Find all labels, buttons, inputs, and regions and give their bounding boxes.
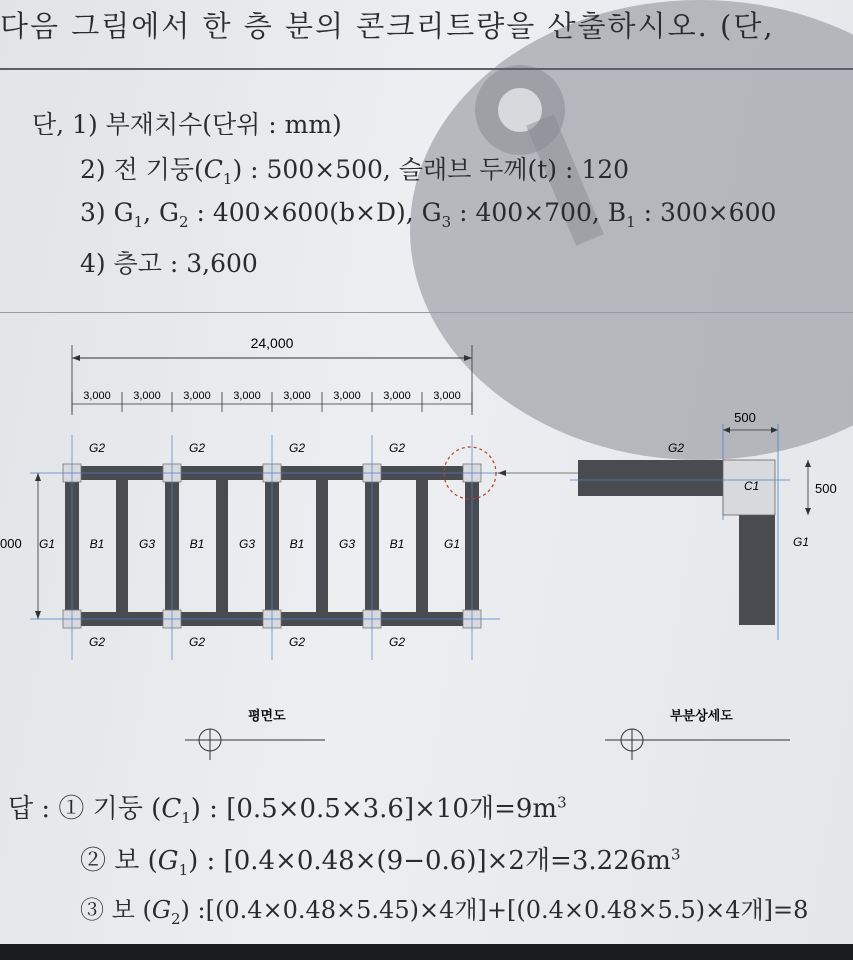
divider-mid xyxy=(0,312,853,313)
subscript: 2 xyxy=(170,910,181,928)
condition-line-2 xyxy=(80,150,629,188)
bottom-girder-label: G2 xyxy=(188,635,206,649)
screen-bottom-bar xyxy=(0,944,853,960)
bay-label: B1 xyxy=(89,537,105,551)
span-ticks xyxy=(72,392,472,412)
answer-3 xyxy=(80,890,808,928)
subscript: 1 xyxy=(178,861,189,879)
answer-text: 답 : ① 기둥 ( xyxy=(8,794,162,824)
detail-caption: 부분상세도 xyxy=(670,708,733,723)
answer-text: ② 보 ( xyxy=(80,846,158,876)
top-girder-label: G2 xyxy=(288,441,306,455)
span-dim-label: 3,000 xyxy=(83,390,111,402)
span-dim-label: 3,000 xyxy=(233,390,261,402)
condition-text: : 400×600(b×D), G xyxy=(188,198,442,227)
bay-label: G3 xyxy=(238,537,256,551)
subscript: 3 xyxy=(441,213,452,231)
subscript: 1 xyxy=(181,809,191,827)
bay-label: G3 xyxy=(138,537,156,551)
beam-vertical xyxy=(416,473,428,619)
subscript: 2 xyxy=(179,213,189,231)
height-dim-label: 000 xyxy=(0,536,22,551)
condition-line-1: 단, 1) 부재치수(단위 : mm) xyxy=(32,110,342,139)
bottom-girder-labels xyxy=(89,635,405,649)
span-dim-label: 3,000 xyxy=(383,390,411,402)
span-dim-label: 3,000 xyxy=(133,390,161,402)
plan-caption: 평면도 xyxy=(248,708,286,723)
answer-2 xyxy=(80,840,680,879)
superscript: 3 xyxy=(670,845,681,864)
subscript: 1 xyxy=(133,213,144,231)
span-dim-label: 3,000 xyxy=(333,390,361,402)
condition-text: : 400×700, B xyxy=(451,198,627,227)
span-dim-label: 3,000 xyxy=(433,390,461,402)
detail-girder-g2 xyxy=(578,460,723,496)
condition-text: ) : 500×500, 슬래브 두께(t) : 120 xyxy=(232,155,630,184)
condition-text: , G xyxy=(143,198,179,227)
condition-text: : 300×600 xyxy=(635,198,777,227)
subscript: 1 xyxy=(222,170,233,188)
symbol: C xyxy=(161,794,182,824)
top-girder-labels xyxy=(89,441,405,455)
symbol: C xyxy=(203,155,223,184)
answer-1 xyxy=(8,788,567,827)
bottom-girder-label: G2 xyxy=(88,635,106,649)
detail-g1-label: G1 xyxy=(793,535,810,549)
bay-label: B1 xyxy=(289,537,305,551)
detail-girder-g1 xyxy=(739,515,775,625)
condition-text: 3) G xyxy=(80,198,134,227)
total-dim-label: 24,000 xyxy=(250,335,294,351)
bay-label: G3 xyxy=(338,537,356,551)
bay-label: B1 xyxy=(189,537,205,551)
answer-text: ③ 보 ( xyxy=(80,896,152,924)
partial-detail xyxy=(570,410,837,640)
beam-vertical xyxy=(316,473,328,619)
symbol: G xyxy=(151,896,171,924)
bay-label: G1 xyxy=(443,537,461,551)
subscript: 1 xyxy=(626,213,636,231)
detail-g2-label: G2 xyxy=(668,441,685,455)
question-text: 다음 그림에서 한 층 분의 콘크리트량을 산출하시오. (단, xyxy=(0,9,775,43)
divider-top xyxy=(0,68,853,70)
beam-vertical xyxy=(216,473,228,619)
top-girder-label: G2 xyxy=(188,441,206,455)
beam-vertical xyxy=(116,473,128,619)
detail-height-label: 500 xyxy=(815,481,837,496)
bottom-girder-label: G2 xyxy=(388,635,406,649)
condition-text: 2) 전 기둥( xyxy=(80,155,204,184)
detail-width-label: 500 xyxy=(734,410,756,425)
condition-line-4: 4) 층고 : 3,600 xyxy=(80,249,258,278)
bay-labels xyxy=(39,537,460,551)
callout-arrow xyxy=(498,470,506,476)
span-dim-label: 3,000 xyxy=(183,390,211,402)
symbol: G xyxy=(157,846,179,876)
bottom-girder-label: G2 xyxy=(288,635,306,649)
bay-label: G1 xyxy=(38,537,56,551)
superscript: 3 xyxy=(557,793,567,812)
answer-text: ) : [0.5×0.5×3.6]×10개=9m xyxy=(190,794,558,824)
answer-text: ) :[(0.4×0.48×5.45)×4개]+[(0.4×0.48×5.5)×4개]=8 xyxy=(180,896,809,924)
answer-text: ) : [0.4×0.48×(9−0.6)]×2개=3.226m xyxy=(188,846,671,876)
span-dim-label: 3,000 xyxy=(283,390,311,402)
top-girder-label: G2 xyxy=(88,441,106,455)
detail-c1-label: C1 xyxy=(744,479,760,493)
top-girder-label: G2 xyxy=(388,441,406,455)
condition-line-3 xyxy=(80,198,776,231)
bay-label: B1 xyxy=(389,537,405,551)
plan-drawing xyxy=(0,320,853,770)
